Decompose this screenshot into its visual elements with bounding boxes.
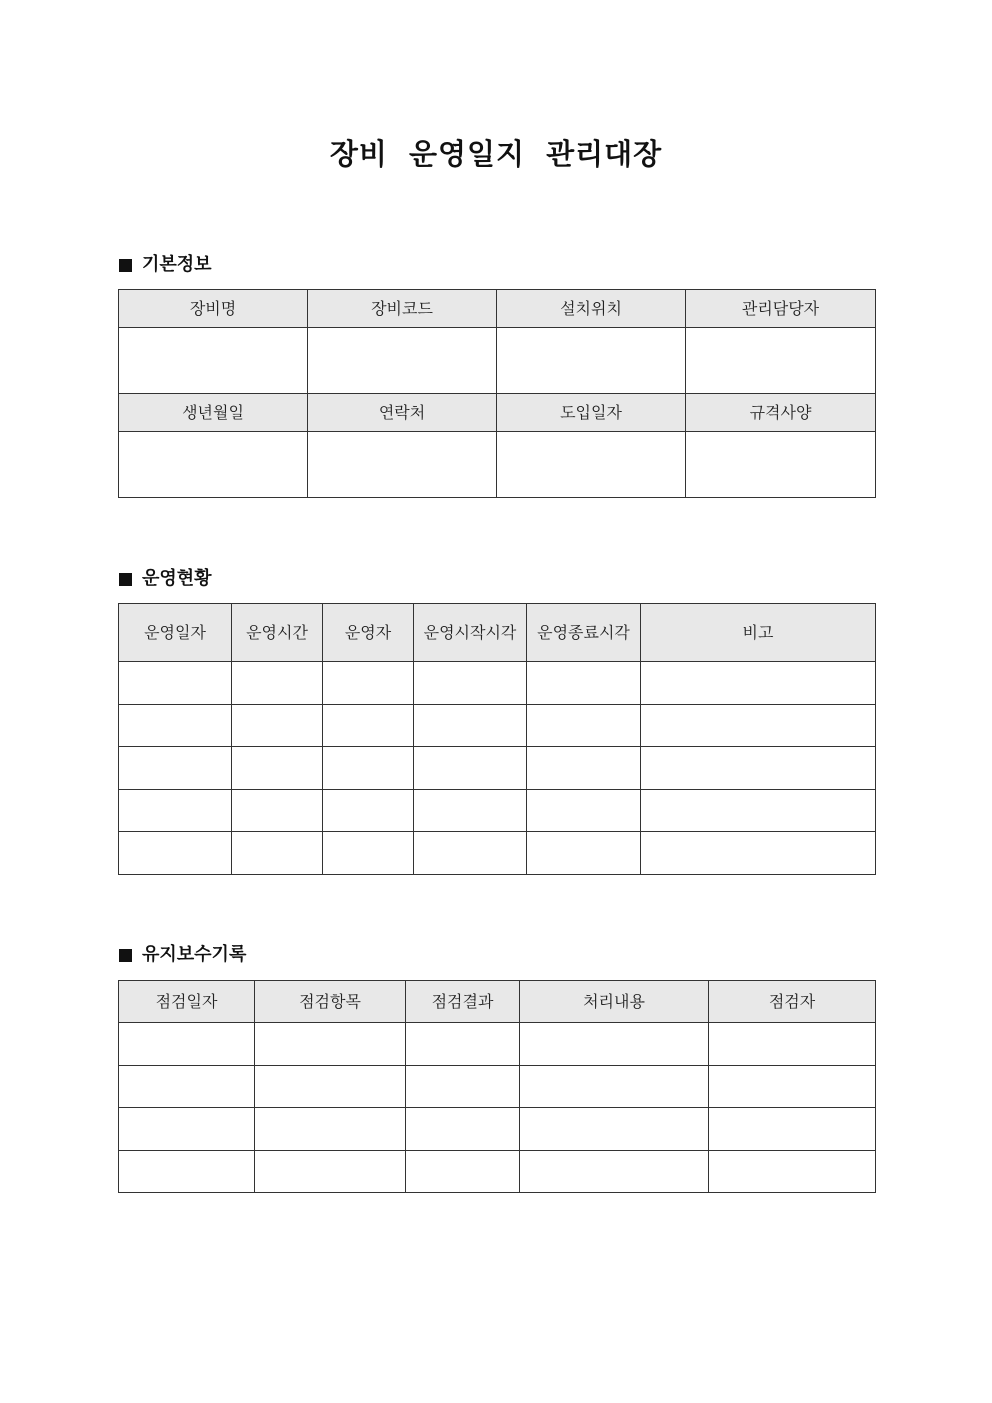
table-row xyxy=(119,1108,876,1151)
section-heading-operation-status xyxy=(119,567,212,591)
header-install-location: 설치위치 xyxy=(497,290,686,328)
table-cell[interactable] xyxy=(520,1065,709,1108)
table-cell[interactable] xyxy=(527,662,641,705)
table-row xyxy=(119,832,876,875)
table-row xyxy=(119,704,876,747)
table-cell[interactable] xyxy=(255,1150,406,1193)
header-start-time: 운영시작시각 xyxy=(414,604,527,662)
table-cell[interactable] xyxy=(709,1150,876,1193)
table-cell[interactable] xyxy=(414,789,527,832)
square-bullet-icon xyxy=(119,573,132,586)
equipment-code-cell[interactable] xyxy=(308,328,497,394)
table-cell[interactable] xyxy=(119,662,232,705)
table-cell[interactable] xyxy=(641,747,876,790)
table-row xyxy=(119,662,876,705)
header-equipment-name: 장비명 xyxy=(119,290,308,328)
manager-cell[interactable] xyxy=(686,328,876,394)
header-introduction-date: 도입일자 xyxy=(497,394,686,432)
table-cell[interactable] xyxy=(641,832,876,875)
table-cell[interactable] xyxy=(414,704,527,747)
header-inspection-result: 점검결과 xyxy=(406,981,520,1023)
header-action-taken: 처리내용 xyxy=(520,981,709,1023)
table-row xyxy=(119,1023,876,1066)
page-title: 장비 운영일지 관리대장 xyxy=(329,137,663,171)
section-heading-basic-info xyxy=(119,253,212,277)
table-cell[interactable] xyxy=(119,1065,255,1108)
table-header-row xyxy=(119,394,876,432)
header-end-time: 운영종료시각 xyxy=(527,604,641,662)
table-cell[interactable] xyxy=(641,662,876,705)
specification-cell[interactable] xyxy=(686,432,876,498)
header-inspection-date: 점검일자 xyxy=(119,981,255,1023)
table-cell[interactable] xyxy=(520,1108,709,1151)
table-cell[interactable] xyxy=(527,789,641,832)
table-cell[interactable] xyxy=(527,747,641,790)
table-row xyxy=(119,328,876,394)
header-contact: 연락처 xyxy=(308,394,497,432)
table-cell[interactable] xyxy=(520,1023,709,1066)
header-operator: 운영자 xyxy=(323,604,414,662)
table-cell[interactable] xyxy=(641,789,876,832)
table-cell[interactable] xyxy=(323,662,414,705)
table-cell[interactable] xyxy=(406,1150,520,1193)
table-cell[interactable] xyxy=(323,747,414,790)
table-cell[interactable] xyxy=(232,747,323,790)
table-cell[interactable] xyxy=(232,704,323,747)
table-cell[interactable] xyxy=(323,832,414,875)
table-cell[interactable] xyxy=(232,789,323,832)
table-cell[interactable] xyxy=(119,1023,255,1066)
table-cell[interactable] xyxy=(414,662,527,705)
table-cell[interactable] xyxy=(119,832,232,875)
table-cell[interactable] xyxy=(119,1108,255,1151)
table-cell[interactable] xyxy=(119,1150,255,1193)
introduction-date-cell[interactable] xyxy=(497,432,686,498)
header-operation-date: 운영일자 xyxy=(119,604,232,662)
table-cell[interactable] xyxy=(709,1065,876,1108)
birth-date-cell[interactable] xyxy=(119,432,308,498)
table-cell[interactable] xyxy=(119,704,232,747)
table-cell[interactable] xyxy=(414,747,527,790)
install-location-cell[interactable] xyxy=(497,328,686,394)
table-cell[interactable] xyxy=(255,1023,406,1066)
section-heading-label: 기본정보 xyxy=(142,254,212,275)
header-manager: 관리담당자 xyxy=(686,290,876,328)
table-cell[interactable] xyxy=(527,704,641,747)
header-equipment-code: 장비코드 xyxy=(308,290,497,328)
table-cell[interactable] xyxy=(119,747,232,790)
table-cell[interactable] xyxy=(255,1065,406,1108)
section-heading-label: 운영현황 xyxy=(142,568,212,589)
table-cell[interactable] xyxy=(232,832,323,875)
table-cell[interactable] xyxy=(323,704,414,747)
table-cell[interactable] xyxy=(119,789,232,832)
table-cell[interactable] xyxy=(709,1023,876,1066)
table-row xyxy=(119,1065,876,1108)
table-row xyxy=(119,1150,876,1193)
header-specification: 규격사양 xyxy=(686,394,876,432)
table-row xyxy=(119,789,876,832)
table-row xyxy=(119,747,876,790)
table-header-row xyxy=(119,604,876,662)
table-cell[interactable] xyxy=(520,1150,709,1193)
table-header-row xyxy=(119,981,876,1023)
table-header-row xyxy=(119,290,876,328)
table-cell[interactable] xyxy=(406,1023,520,1066)
contact-cell[interactable] xyxy=(308,432,497,498)
table-cell[interactable] xyxy=(406,1065,520,1108)
equipment-name-cell[interactable] xyxy=(119,328,308,394)
table-cell[interactable] xyxy=(323,789,414,832)
table-cell[interactable] xyxy=(255,1108,406,1151)
square-bullet-icon xyxy=(119,949,132,962)
operation-status-table xyxy=(118,603,876,875)
table-cell[interactable] xyxy=(709,1108,876,1151)
table-cell[interactable] xyxy=(641,704,876,747)
header-inspection-item: 점검항목 xyxy=(255,981,406,1023)
header-birth-date: 생년월일 xyxy=(119,394,308,432)
table-cell[interactable] xyxy=(232,662,323,705)
table-row xyxy=(119,432,876,498)
table-cell[interactable] xyxy=(406,1108,520,1151)
table-cell[interactable] xyxy=(527,832,641,875)
section-heading-label: 유지보수기록 xyxy=(142,944,247,965)
header-operation-hours: 운영시간 xyxy=(232,604,323,662)
section-heading-maintenance-record xyxy=(119,943,246,967)
maintenance-record-table xyxy=(118,980,876,1193)
header-inspector: 점검자 xyxy=(709,981,876,1023)
basic-info-table xyxy=(118,289,876,498)
header-remarks: 비고 xyxy=(641,604,876,662)
square-bullet-icon xyxy=(119,259,132,272)
table-cell[interactable] xyxy=(414,832,527,875)
